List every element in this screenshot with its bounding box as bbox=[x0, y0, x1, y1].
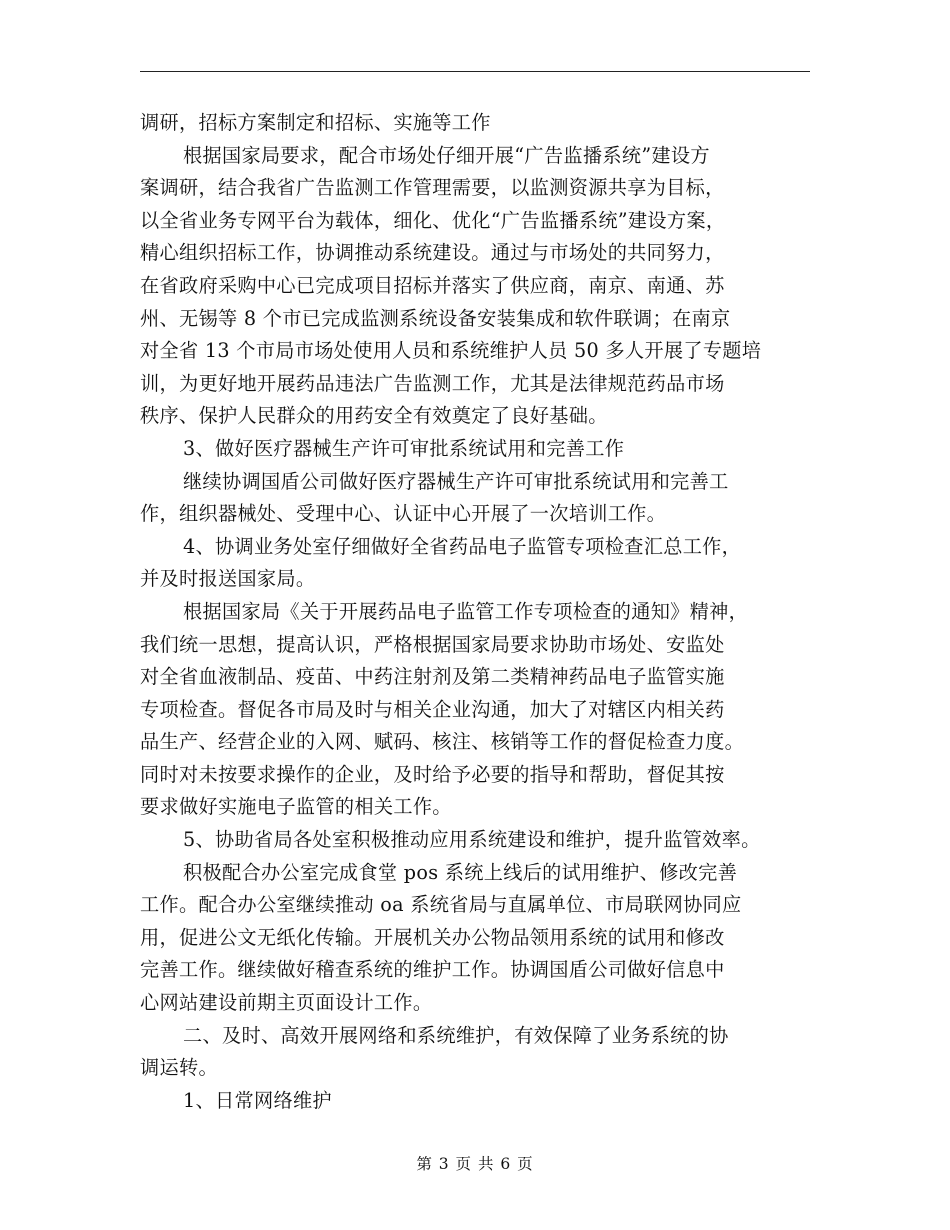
text-line: 用，促进公文无纸化传输。开展机关办公物品领用系统的试用和修改 bbox=[140, 925, 725, 949]
text-line: 秩序、保护人民群众的用药安全有效奠定了良好基础。 bbox=[140, 404, 608, 428]
text-line: 根据国家局要求，配合市场处仔细开展“广告监播系统”建设方 bbox=[183, 143, 710, 167]
text-line: 要求做好实施电子监管的相关工作。 bbox=[140, 795, 452, 819]
text-line: 专项检查。督促各市局及时与相关企业沟通，加大了对辖区内相关药 bbox=[140, 697, 725, 721]
text-line: 品生产、经营企业的入网、赋码、核注、核销等工作的督促检查力度。 bbox=[140, 730, 745, 754]
text-line: 州、无锡等 8 个市已完成监测系统设备安装集成和软件联调；在南京 bbox=[140, 306, 731, 330]
text-line: 作，组织器械处、受理中心、认证中心开展了一次培训工作。 bbox=[140, 502, 667, 526]
text-line: 工作。配合办公室继续推动 oa 系统省局与直属单位、市局联网协同应 bbox=[140, 893, 742, 917]
text-line: 以全省业务专网平台为载体，细化、优化“广告监播系统”建设方案， bbox=[140, 208, 726, 232]
text-line: 根据国家局《关于开展药品电子监管工作专项检查的通知》精神， bbox=[183, 599, 749, 623]
text-line: 同时对未按要求操作的企业，及时给予必要的指导和帮助，督促其按 bbox=[140, 762, 725, 786]
text-line: 完善工作。继续做好稽查系统的维护工作。协调国盾公司做好信息中 bbox=[140, 958, 725, 982]
text-line: 3、做好医疗器械生产许可审批系统试用和完善工作 bbox=[183, 436, 625, 460]
text-line: 在省政府采购中心已完成项目招标并落实了供应商，南京、南通、苏 bbox=[140, 273, 725, 297]
text-line: 并及时报送国家局。 bbox=[140, 567, 316, 591]
text-line: 1、日常网络维护 bbox=[183, 1088, 332, 1112]
text-line: 案调研，结合我省广告监测工作管理需要，以监测资源共享为目标， bbox=[140, 176, 725, 200]
text-line: 对全省血液制品、疫苗、中药注射剂及第二类精神药品电子监管实施 bbox=[140, 665, 725, 689]
text-line: 调研，招标方案制定和招标、实施等工作 bbox=[140, 111, 491, 134]
text-line: 积极配合办公室完成食堂 pos 系统上线后的试用维护、修改完善 bbox=[183, 860, 738, 884]
text-line: 继续协调国盾公司做好医疗器械生产许可审批系统试用和完善工 bbox=[183, 469, 729, 493]
body-text bbox=[140, 107, 820, 1117]
text-line: 5、协助省局各处室积极推动应用系统建设和维护，提升监管效率。 bbox=[183, 828, 761, 852]
page-footer bbox=[0, 1152, 950, 1176]
text-line: 训，为更好地开展药品违法广告监测工作，尤其是法律规范药品市场 bbox=[140, 371, 725, 395]
header-rule bbox=[140, 71, 810, 72]
text-line: 精心组织招标工作，协调推动系统建设。通过与市场处的共同努力， bbox=[140, 241, 725, 265]
text-line: 心网站建设前期主页面设计工作。 bbox=[140, 991, 433, 1015]
text-line: 4、协调业务处室仔细做好全省药品电子监管专项检查汇总工作， bbox=[183, 534, 742, 558]
text-line: 对全省 13 个市局市场处使用人员和系统维护人员 50 多人开展了专题培 bbox=[140, 339, 762, 363]
text-line: 我们统一思想，提高认识，严格根据国家局要求协助市场处、安监处 bbox=[140, 632, 725, 656]
page-number-label: 第 3 页 共 6 页 bbox=[416, 1155, 534, 1173]
text-line: 二、及时、高效开展网络和系统维护，有效保障了业务系统的协 bbox=[183, 1023, 729, 1047]
text-line: 调运转。 bbox=[140, 1056, 218, 1080]
